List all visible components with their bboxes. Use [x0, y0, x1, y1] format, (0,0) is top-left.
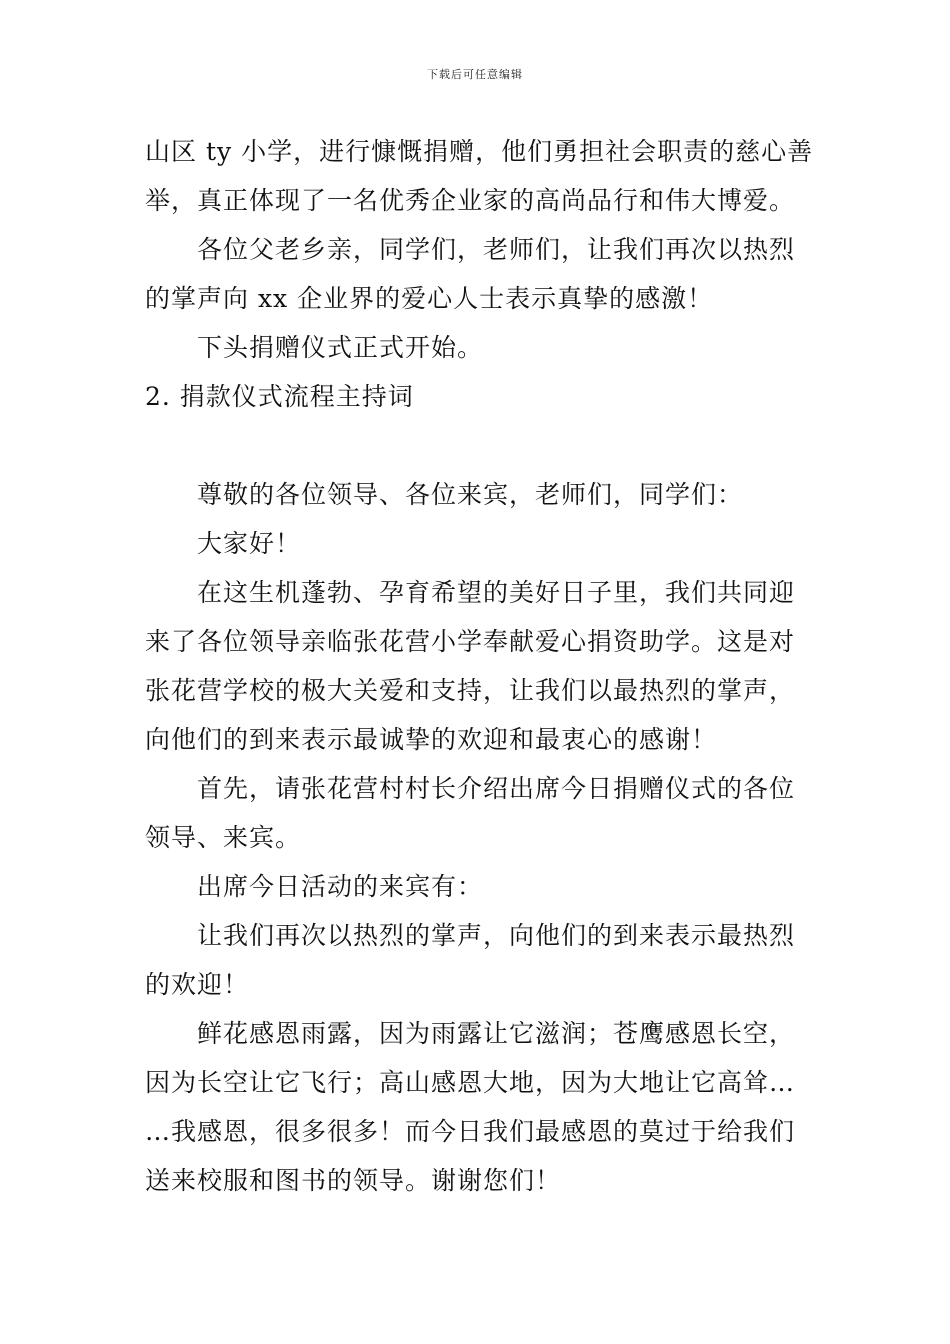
text-line: 下头捐赠仪式正式开始。	[197, 333, 484, 362]
text-line: 大家好！	[197, 529, 302, 558]
text-line: 送来校服和图书的领导。谢谢您们！	[145, 1166, 562, 1195]
text-line: 因为长空让它飞行；高山感恩大地，因为大地让它高耸…	[145, 1068, 796, 1097]
text-line: 2. 捐款仪式流程主持词	[145, 382, 414, 411]
text-line: 在这生机蓬勃、孕育希望的美好日子里，我们共同迎	[197, 578, 796, 607]
text-line: 的掌声向 xx 企业界的爱心人士表示真挚的感激！	[145, 284, 714, 313]
text-line: 让我们再次以热烈的掌声，向他们的到来表示最热烈	[197, 921, 796, 950]
text-line: 张花营学校的极大关爱和支持，让我们以最热烈的掌声，	[145, 676, 796, 705]
text-line: 首先，请张花营村村长介绍出席今日捐赠仪式的各位	[197, 774, 796, 803]
text-line: 来了各位领导亲临张花营小学奉献爱心捐资助学。这是对	[145, 627, 796, 656]
text-line: …我感恩，很多很多！而今日我们最感恩的莫过于给我们	[145, 1117, 796, 1146]
text-line: 各位父老乡亲，同学们，老师们，让我们再次以热烈	[197, 235, 796, 264]
page-header: 下载后可任意编辑	[427, 68, 523, 81]
text-line: 出席今日活动的来宾有：	[197, 872, 484, 901]
text-line: 举，真正体现了一名优秀企业家的高尚品行和伟大博爱。	[145, 186, 796, 215]
text-line: 尊敬的各位领导、各位来宾，老师们，同学们：	[197, 480, 744, 509]
text-line: 向他们的到来表示最诚挚的欢迎和最衷心的感谢！	[145, 725, 718, 754]
document-body	[145, 127, 814, 1205]
paragraph-gap	[145, 421, 810, 470]
text-line: 的欢迎！	[145, 970, 250, 999]
text-line: 领导、来宾。	[145, 823, 302, 852]
text-line: 山区 ty 小学，进行慷慨捐赠，他们勇担社会职责的慈心善	[145, 137, 814, 166]
text-line: 鲜花感恩雨露，因为雨露让它滋润；苍鹰感恩长空，	[197, 1019, 796, 1048]
